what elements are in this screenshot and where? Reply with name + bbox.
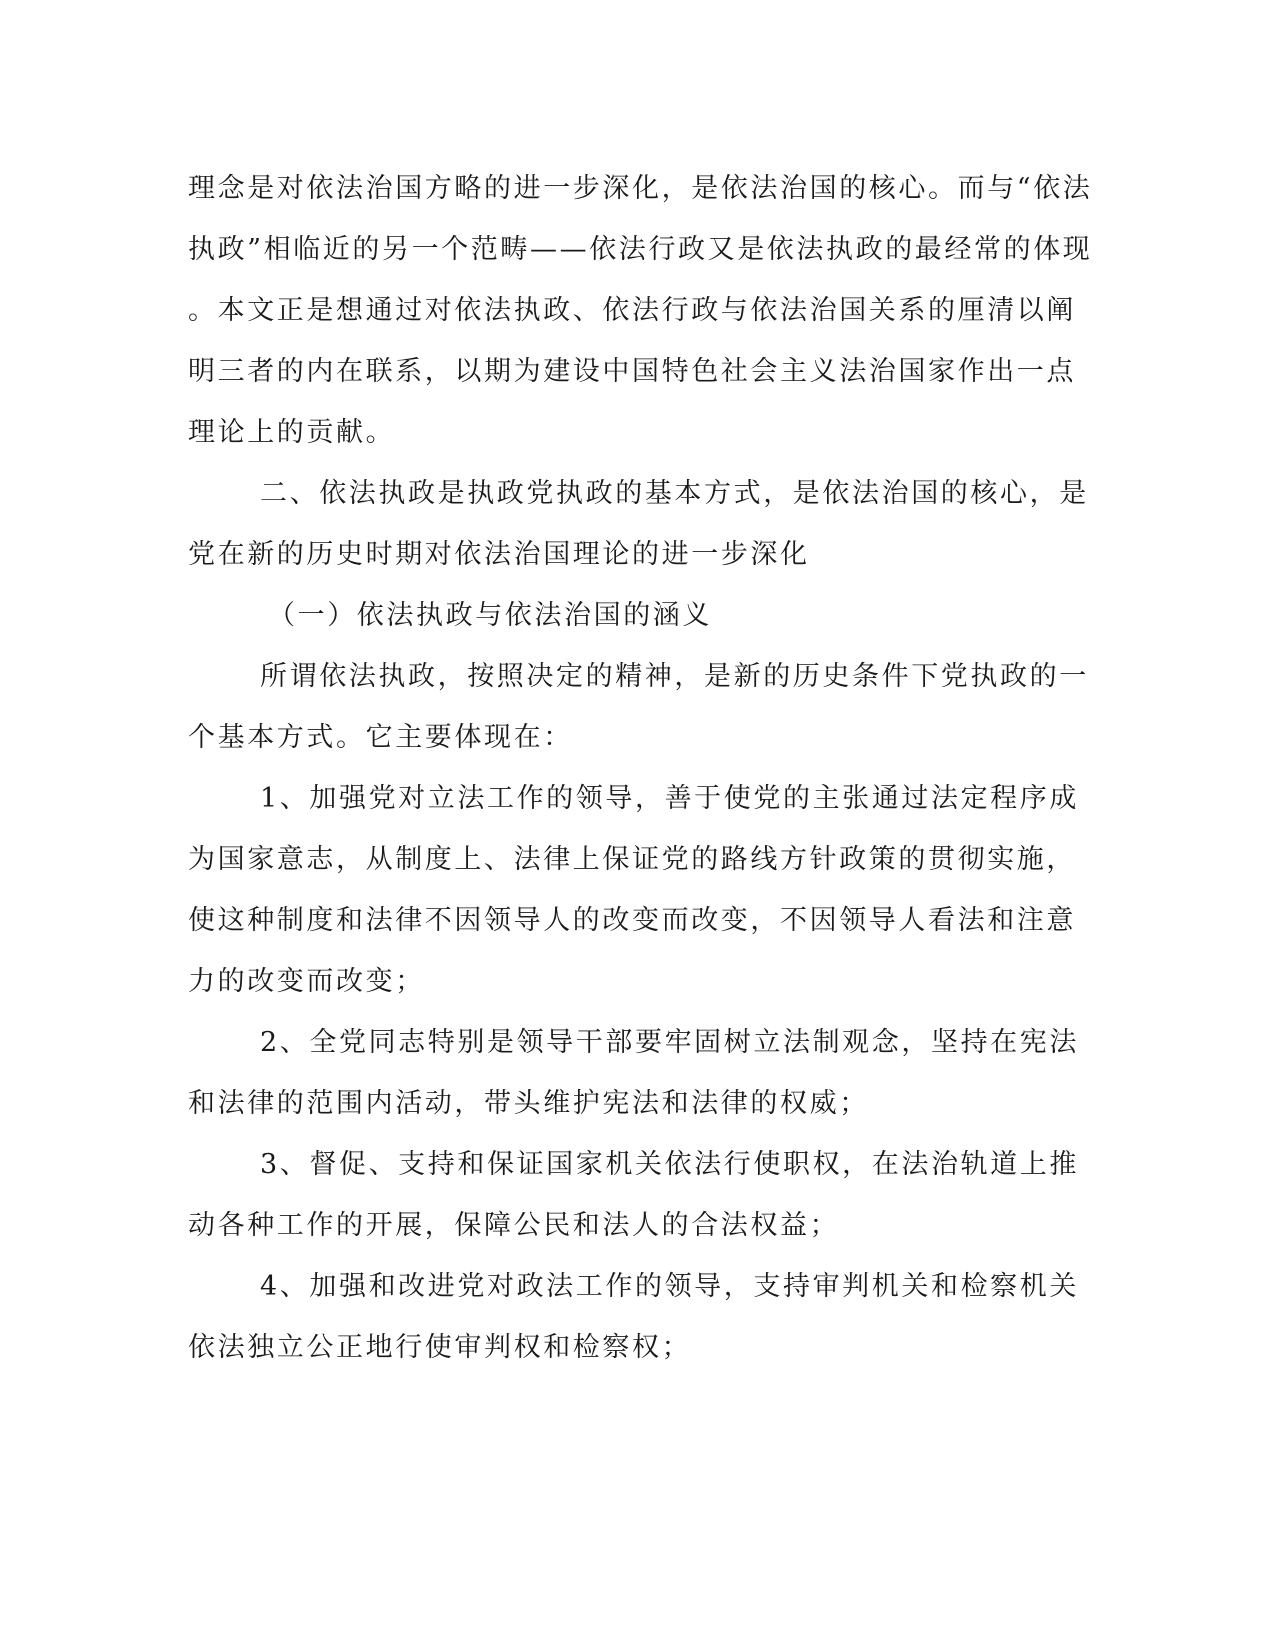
text-line: 所谓依法执政，按照决定的精神，是新的历史条件下党执政的一 <box>260 661 1089 692</box>
text-line: 力的改变而改变； <box>188 966 425 997</box>
text-line: 理论上的贡献。 <box>188 417 396 448</box>
text-line: 1、加强党对立法工作的领导，善于使党的主张通过法定程序成 <box>260 783 1079 814</box>
text-line: 2、全党同志特别是领导干部要牢固树立法制观念，坚持在宪法 <box>260 1027 1079 1058</box>
text-line: 。本文正是想通过对依法执政、依法行政与依法治国关系的厘清以阐 <box>188 295 1076 326</box>
heading-line: 党在新的历史时期对依法治国理论的进一步深化 <box>188 539 810 570</box>
text-line: 动各种工作的开展，保障公民和法人的合法权益； <box>188 1210 840 1241</box>
subsection-heading-1 <box>188 585 1068 646</box>
text-line: 执政”相临近的另一个范畴——依法行政又是依法执政的最经常的体现 <box>188 234 1093 265</box>
text-line: 使这种制度和法律不因领导人的改变而改变，不因领导人看法和注意 <box>188 905 1076 936</box>
list-item-4 <box>188 1256 1079 1378</box>
heading-line: 二、依法执政是执政党执政的基本方式，是依法治国的核心，是 <box>260 478 1089 509</box>
text-line: 为国家意志，从制度上、法律上保证党的路线方针政策的贯彻实施， <box>188 844 1076 875</box>
list-item-1 <box>188 768 1079 1012</box>
document-body <box>188 158 1093 1378</box>
text-line: 个基本方式。它主要体现在： <box>188 722 573 753</box>
subheading-line: （一）依法执政与依法治国的涵义 <box>268 600 712 631</box>
text-line: 理念是对依法治国方略的进一步深化，是依法治国的核心。而与“依法 <box>188 173 1093 204</box>
section-heading-2 <box>188 463 1089 585</box>
text-line: 明三者的内在联系，以期为建设中国特色社会主义法治国家作出一点 <box>188 356 1076 387</box>
paragraph-definition <box>188 646 1089 768</box>
paragraph-intro <box>188 158 1093 463</box>
text-line: 3、督促、支持和保证国家机关依法行使职权，在法治轨道上推 <box>260 1149 1079 1180</box>
text-line: 和法律的范围内活动，带头维护宪法和法律的权威； <box>188 1088 869 1119</box>
list-item-2 <box>188 1012 1079 1134</box>
text-line: 4、加强和改进党对政法工作的领导，支持审判机关和检察机关 <box>260 1271 1079 1302</box>
text-line: 依法独立公正地行使审判权和检察权； <box>188 1332 692 1363</box>
list-item-3 <box>188 1134 1079 1256</box>
